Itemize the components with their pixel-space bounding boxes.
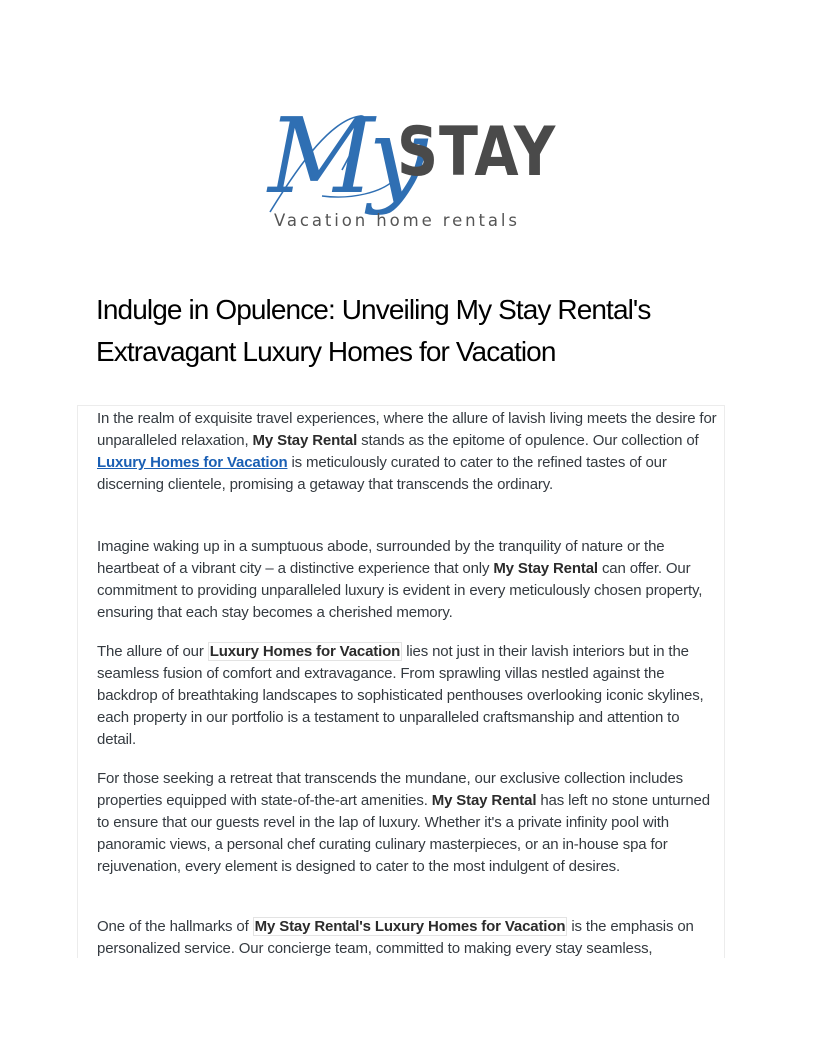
p2-brand: My Stay Rental	[493, 560, 598, 577]
paragraph-2	[97, 536, 719, 624]
paragraph-5	[97, 916, 719, 958]
p4-text-1: For those seeking a retreat that transcends the mundane, our exclusive collection includes properties equipped with state-of-the-art amenities.	[97, 770, 684, 809]
p3-highlight: Luxury Homes for Vacation	[209, 643, 401, 660]
article-body	[77, 405, 725, 958]
logo-wordmark-stay: STAY	[397, 113, 557, 192]
p4-text-2: has left no stone unturned to ensure that our guests revel in the lap of luxury. Whether it's a private infinity pool with panoramic views, a personal chef curating culinary masterpieces, or an in-house spa for rejuvenation, every element is designed to cater to the most indulgent of desires.	[97, 792, 710, 875]
title-line-2: Extravagant Luxury Homes for Vacation	[96, 336, 556, 367]
p1-text-3: is meticulously curated to cater to the refined tastes of our discerning clientele, promising a getaway that transcends the ordinary.	[97, 454, 667, 493]
luxury-homes-link[interactable]: Luxury Homes for Vacation	[97, 454, 288, 471]
p3-text-1: The allure of our	[97, 643, 208, 660]
p3-text-2: lies not just in their lavish interiors but in the seamless fusion of comfort and extravagance. From sprawling villas nestled against the backdrop of breathtaking landscapes to sophisticated penthouses overlooking iconic skylines, each property in our portfolio is a testament to unparalleled craftsmanship and attention to detail.	[97, 643, 704, 748]
logo-script-my: My	[268, 95, 422, 217]
logo-tagline: Vacation home rentals	[274, 211, 520, 230]
p2-text-1: Imagine waking up in a sumptuous abode, surrounded by the tranquility of nature or the heartbeat of a vibrant city – a distinctive experience that only	[97, 538, 665, 577]
p1-text-1: In the realm of exquisite travel experiences, where the allure of lavish living meets the desire for unparalleled relaxation,	[97, 410, 717, 449]
paragraph-4	[97, 768, 719, 878]
my-stay-logo	[262, 95, 562, 240]
p2-text-2: can offer. Our commitment to providing unparalleled luxury is evident in every meticulously chosen property, ensuring that each stay becomes a cherished memory.	[97, 560, 703, 621]
p4-brand: My Stay Rental	[431, 792, 537, 809]
p1-brand: My Stay Rental	[252, 432, 358, 449]
p5-highlight: My Stay Rental's Luxury Homes for Vacation	[254, 918, 566, 935]
paragraph-1	[97, 408, 719, 496]
p5-text-1: One of the hallmarks of	[97, 918, 253, 935]
p1-text-2: stands as the epitome of opulence. Our collection of	[357, 432, 699, 449]
p5-text-2: is the emphasis on personalized service. Our concierge team, committed to making every stay seamless,	[97, 918, 694, 957]
paragraph-3	[97, 641, 719, 751]
title-line-1: Indulge in Opulence: Unveiling My Stay Rental's	[96, 294, 651, 325]
page-title	[96, 289, 736, 373]
